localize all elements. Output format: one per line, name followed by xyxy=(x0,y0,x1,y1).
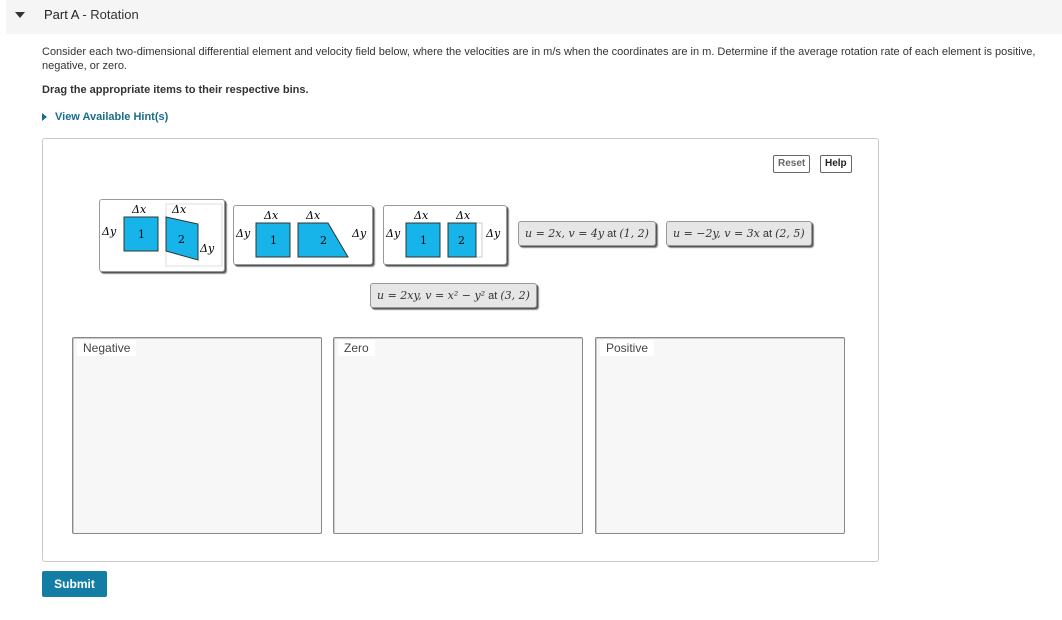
view-hints-link[interactable] xyxy=(42,111,168,123)
reset-button[interactable]: Reset xyxy=(773,155,810,173)
at-label: at xyxy=(762,227,773,240)
draggable-velocity-item-3[interactable] xyxy=(370,283,537,308)
at-label: at xyxy=(607,227,617,240)
drag-instruction: Drag the appropriate items to their respective bins. xyxy=(42,84,309,96)
velocity-expression: u = 2xy, v = x² − y² xyxy=(377,289,486,302)
element-1-number: 1 xyxy=(420,234,427,247)
dy-label: Δy xyxy=(200,242,215,255)
draggable-velocity-item-2[interactable] xyxy=(666,221,812,246)
dy-label: Δy xyxy=(102,225,117,238)
element-1-number: 1 xyxy=(138,228,145,241)
bin-label: Negative xyxy=(77,340,136,356)
element-2-number: 2 xyxy=(178,233,185,246)
dx-label: Δx xyxy=(172,203,187,216)
velocity-point: (2, 5) xyxy=(775,227,805,240)
dy-label: Δy xyxy=(352,227,367,240)
drag-drop-workspace xyxy=(42,138,879,562)
dx-label: Δx xyxy=(306,209,321,222)
dx-label: Δx xyxy=(456,209,471,222)
view-hints-label: View Available Hint(s) xyxy=(55,111,169,123)
draggable-element-diagram-c[interactable] xyxy=(383,205,507,265)
velocity-point: (1, 2) xyxy=(619,227,649,240)
dy-label: Δy xyxy=(486,227,501,240)
dx-label: Δx xyxy=(414,209,429,222)
dx-label: Δx xyxy=(264,209,279,222)
bin-label: Positive xyxy=(600,340,654,356)
dx-label: Δx xyxy=(132,203,147,216)
element-2-number: 2 xyxy=(320,234,327,247)
bin-zero[interactable] xyxy=(333,337,583,534)
draggable-velocity-item-1[interactable] xyxy=(518,221,656,246)
bin-label: Zero xyxy=(338,340,375,356)
bin-negative[interactable] xyxy=(72,337,322,534)
velocity-point: (3, 2) xyxy=(500,289,530,302)
velocity-expression: u = 2x, v = 4y xyxy=(525,227,605,240)
draggable-element-diagram-a[interactable] xyxy=(99,199,225,272)
expand-triangle-icon xyxy=(42,113,47,121)
element-diagram-c xyxy=(384,206,506,264)
at-label: at xyxy=(488,289,498,302)
element-2-number: 2 xyxy=(458,234,465,247)
part-title: Part A - Rotation xyxy=(44,7,139,22)
element-diagram-b xyxy=(234,206,372,264)
dy-label: Δy xyxy=(236,227,251,240)
element-diagram-a xyxy=(100,200,224,271)
element-1-number: 1 xyxy=(270,234,277,247)
problem-instructions: Consider each two-dimensional differential element and velocity field below, where the velocities are in m/s when the coordinates are in m. Determine if the average rotation rate of each element is positive, negative, or zero. xyxy=(42,46,1036,72)
velocity-expression: u = −2y, v = 3x xyxy=(673,227,760,240)
draggable-element-diagram-b[interactable] xyxy=(233,205,373,265)
dy-label: Δy xyxy=(386,227,401,240)
collapse-caret-icon[interactable] xyxy=(15,12,25,18)
part-header[interactable] xyxy=(6,0,1062,34)
help-button[interactable]: Help xyxy=(820,155,852,173)
submit-button[interactable]: Submit xyxy=(42,571,107,597)
bin-positive[interactable] xyxy=(595,337,845,534)
